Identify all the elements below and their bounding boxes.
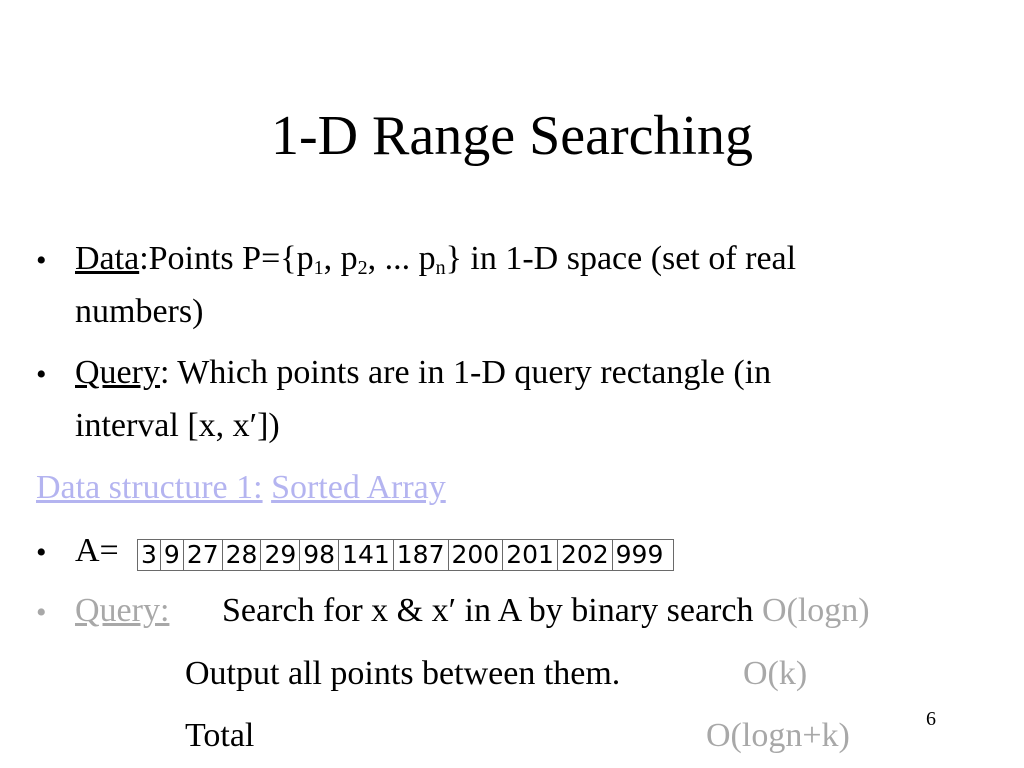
- query-definition: Query: Which points are in 1-D query rectangle (in: [75, 354, 772, 391]
- query-definition-continued: interval [x, x′]): [75, 407, 280, 444]
- query-steps-link[interactable]: Query:: [75, 592, 170, 629]
- array-cell: 201: [503, 540, 558, 570]
- array-label: A=: [75, 532, 119, 569]
- total-label: Total: [185, 717, 255, 754]
- sorted-array-table: [137, 539, 674, 571]
- query-step-2: Output all points between them.: [185, 655, 621, 692]
- data-structure-heading: [36, 467, 446, 509]
- data-structure-label-link[interactable]: Data structure 1:: [36, 469, 263, 506]
- array-cell: 200: [449, 540, 504, 570]
- array-cell: 999: [615, 540, 664, 569]
- query-step-1: Search for x & x′ in A by binary search O(logn): [222, 592, 870, 629]
- bullet-dot: •: [36, 358, 47, 391]
- data-label: Data: [75, 240, 140, 277]
- array-cell: 187: [394, 540, 449, 570]
- bullet-dot: •: [36, 244, 47, 277]
- slide-title: 1-D Range Searching: [270, 105, 754, 167]
- array-cell: 3: [138, 540, 161, 570]
- array-cell: 27: [184, 540, 223, 570]
- step2-cost: O(k): [743, 655, 808, 692]
- total-cost: O(logn+k): [706, 717, 850, 754]
- data-definition-continued: numbers): [75, 293, 204, 330]
- step1-cost: O(logn): [761, 592, 870, 629]
- sorted-array-link[interactable]: Sorted Array: [271, 469, 446, 506]
- array-cell: 28: [223, 540, 262, 570]
- array-cell: 9: [161, 540, 184, 570]
- bullet-dot-gray: •: [36, 596, 47, 629]
- array-cell: 98: [300, 540, 339, 570]
- array-cell: 141: [339, 540, 394, 570]
- query-label: Query: [75, 354, 160, 391]
- page-number: 6: [926, 708, 936, 730]
- array-cell: 202: [558, 540, 613, 570]
- data-definition: Data:Points $P=\{p_1$, $p_2$, ... $p_n$} in 1-D space (set of real: [75, 240, 797, 279]
- array-cell: 29: [261, 540, 300, 570]
- query-step-label: [75, 590, 169, 632]
- bullet-dot: •: [36, 536, 47, 569]
